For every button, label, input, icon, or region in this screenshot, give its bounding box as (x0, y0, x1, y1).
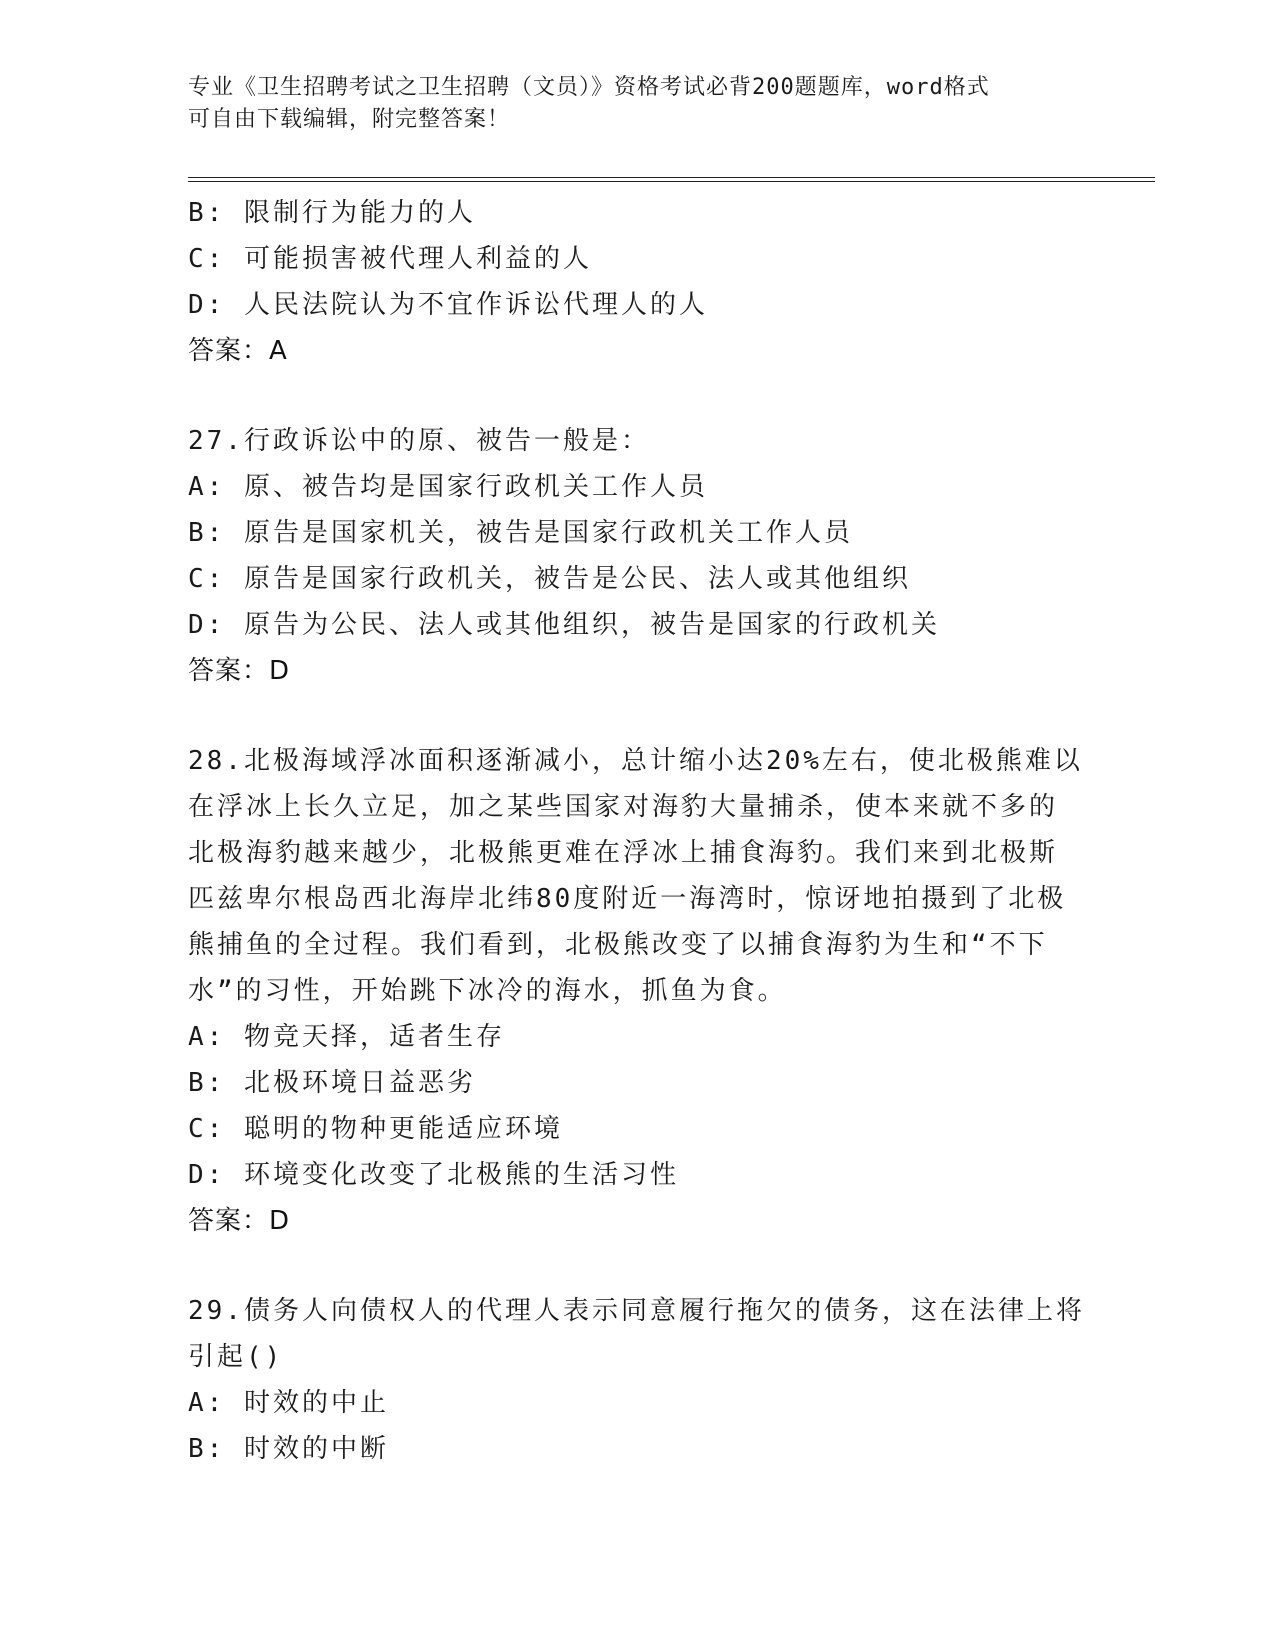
answer-label: 答案：A (188, 336, 288, 366)
option-d: D: 人民法院认为不宜作诉讼代理人的人 (188, 290, 708, 320)
page-header (188, 72, 1068, 136)
header-line-1: 专业《卫生招聘考试之卫生招聘（文员）》资格考试必背200题题库，word格式 (188, 75, 990, 100)
question-stem-line: 引起() (188, 1342, 284, 1372)
question-stem-line: 匹兹卑尔根岛西北海岸北纬80度附近一海湾时，惊讶地拍摄到了北极 (188, 884, 1067, 914)
header-divider (188, 177, 1155, 182)
question-29 (188, 1288, 1088, 1472)
option-b: B: 时效的中断 (188, 1434, 389, 1464)
option-b: B: 原告是国家机关，被告是国家行政机关工作人员 (188, 518, 853, 548)
option-d: D: 原告为公民、法人或其他组织，被告是国家的行政机关 (188, 610, 940, 640)
question-stem-line: 水”的习性，开始跳下冰冷的海水，抓鱼为食。 (188, 976, 787, 1006)
option-b: B: 北极环境日益恶劣 (188, 1068, 476, 1098)
option-c: C: 可能损害被代理人利益的人 (188, 244, 592, 274)
question-stem: 27.行政诉讼中的原、被告一般是： (188, 426, 650, 456)
option-c: C: 原告是国家行政机关，被告是公民、法人或其他组织 (188, 564, 911, 594)
option-a: A: 时效的中止 (188, 1388, 389, 1418)
option-d: D: 环境变化改变了北极熊的生活习性 (188, 1160, 679, 1190)
answer-label: 答案：D (188, 656, 291, 686)
question-stem-line: 在浮冰上长久立足，加之某些国家对海豹大量捕杀，使本来就不多的 (188, 792, 1059, 822)
question-stem-line: 29.债务人向债权人的代理人表示同意履行拖欠的债务，这在法律上将 (188, 1296, 1085, 1326)
option-a: A: 原、被告均是国家行政机关工作人员 (188, 472, 708, 502)
answer-label: 答案：D (188, 1206, 291, 1236)
option-c: C: 聪明的物种更能适应环境 (188, 1114, 563, 1144)
question-27 (188, 418, 1088, 694)
question-26 (188, 190, 1088, 374)
header-line-2: 可自由下载编辑，附完整答案！ (188, 107, 511, 132)
question-stem-line: 北极海豹越来越少，北极熊更难在浮冰上捕食海豹。我们来到北极斯 (188, 838, 1059, 868)
option-a: A: 物竞天择，适者生存 (188, 1022, 505, 1052)
question-stem-line: 熊捕鱼的全过程。我们看到，北极熊改变了以捕食海豹为生和“不下 (188, 930, 1048, 960)
question-28 (188, 738, 1088, 1244)
option-b: B: 限制行为能力的人 (188, 198, 476, 228)
question-stem-line: 28.北极海域浮冰面积逐渐减小，总计缩小达20%左右，使北极熊难以 (188, 746, 1083, 776)
question-content (188, 190, 1088, 1472)
